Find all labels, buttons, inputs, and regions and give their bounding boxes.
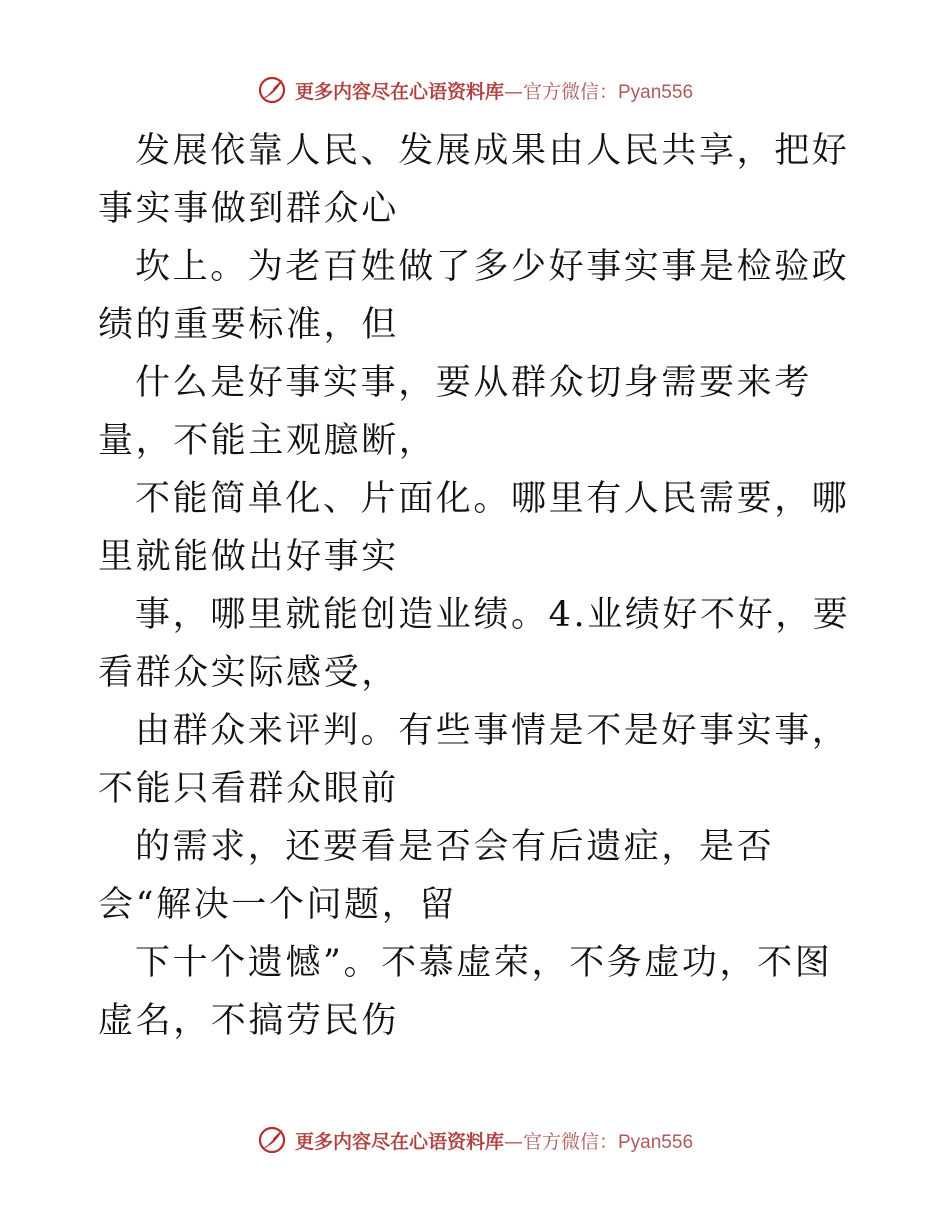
paragraph: 发展依靠人民、发展成果由人民共享，把好事实事做到群众心 [98,131,850,229]
footer-brand: 更多内容尽在心语资料库 [294,1130,504,1153]
footer-separator: — [504,1130,523,1153]
paragraph: 事，哪里就能创造业绩。4.业绩好不好，要看群众实际感受， [98,595,851,693]
header-brand: 更多内容尽在心语资料库 [294,80,504,103]
header-text [295,77,693,104]
document-body [98,122,852,1050]
footer-wechat: 官方微信：Pyan556 [523,1131,694,1153]
footer-text [295,1127,693,1154]
header-wechat: 官方微信：Pyan556 [523,81,694,103]
paragraph: 坎上。为老百姓做了多少好事实事是检验政绩的重要标准，但 [98,247,850,345]
paragraph: 下十个遗憾”。不慕虚荣，不务虚功，不图虚名，不搞劳民伤 [98,943,833,1041]
paragraph: 不能简单化、片面化。哪里有人民需要，哪里就能做出好事实 [98,479,850,577]
header-separator: — [504,80,523,103]
paragraph: 什么是好事实事，要从群众切身需要来考量，不能主观臆断， [98,363,812,461]
paragraph: 由群众来评判。有些事情是不是好事实事，不能只看群众眼前 [98,711,850,809]
header-banner [0,70,950,110]
quill-logo-icon [257,75,287,105]
paragraph: 的需求，还要看是否会有后遗症，是否会“解决一个问题，留 [98,827,775,925]
footer-banner [0,1120,950,1160]
quill-logo-icon [257,1125,287,1155]
